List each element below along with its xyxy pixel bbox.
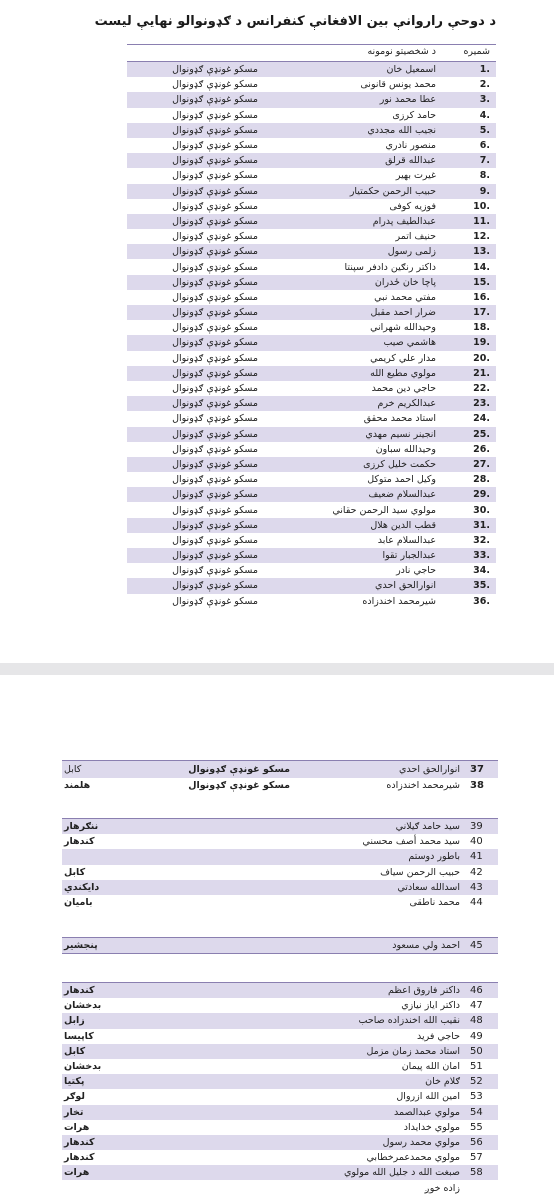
table-row: [62, 761, 498, 778]
table-row: [127, 92, 496, 107]
table-row: [127, 578, 496, 593]
table-row: [62, 1150, 498, 1165]
table-row: [127, 290, 496, 305]
row-number: .12: [473, 231, 490, 243]
row-number: 52: [470, 1076, 483, 1088]
row-number: 43: [470, 881, 483, 893]
participant-name: مولوي مطیع الله: [370, 367, 436, 379]
participant-name: فوزیه کوفی: [389, 200, 436, 212]
table-row: [127, 396, 496, 411]
page-separator: [0, 663, 554, 675]
table-row: [127, 320, 496, 335]
province: کندهار: [64, 985, 95, 997]
table-row: [62, 1074, 498, 1089]
row-number: 38: [470, 780, 484, 792]
province: کابل: [64, 1045, 86, 1057]
participant-name: باطور دوستم: [408, 851, 460, 863]
participant-name: حبیب الرحمن سیاف: [380, 866, 460, 878]
table-row: [127, 594, 496, 609]
participant-name: نجیب الله مجددي: [367, 124, 436, 136]
participant-name: محمد یونس قانونی: [360, 79, 436, 91]
table-row: [62, 1089, 498, 1104]
province: بدخشان: [64, 1000, 102, 1012]
row-number: .1: [479, 64, 490, 76]
participant-name: پاچا خان ځدران: [374, 276, 436, 288]
table-row: [62, 1105, 498, 1120]
province: پکتیا: [64, 1076, 85, 1088]
table-row: [62, 938, 498, 953]
participant-name: عبدالکریم خرم: [377, 398, 436, 410]
province: تخار: [64, 1106, 84, 1118]
participant-role: مسکو غونډې ګډونوال: [172, 367, 258, 379]
participant-role: مسکو غونډې ګډونوال: [172, 504, 258, 516]
province: هلمند: [64, 780, 91, 792]
table-row: [127, 229, 496, 244]
table-row: [127, 381, 496, 396]
participant-name: عبدالطیف پدرام: [372, 215, 436, 227]
row-number: 37: [470, 763, 484, 775]
participant-name: مولوي محمدعمرخطابي: [366, 1152, 460, 1164]
row-number: 40: [470, 836, 483, 848]
header-number: شمیره: [463, 46, 490, 57]
row-number: .23: [473, 398, 490, 410]
row-number: 53: [470, 1091, 483, 1103]
row-number: .14: [473, 261, 490, 273]
table-row: [127, 442, 496, 457]
participant-role: مسکو غونډې ګډونوال: [172, 595, 258, 607]
participant-group: [62, 760, 498, 794]
participant-name: عبدالسلام عابد: [377, 534, 436, 546]
table-row: [62, 865, 498, 880]
row-number: .22: [473, 383, 490, 395]
province: کاپیسا: [64, 1030, 94, 1042]
participant-role: مسکو غونډې ګډونوال: [172, 474, 258, 486]
table-row: [127, 548, 496, 563]
table-row: [62, 819, 498, 834]
table-row: [127, 184, 496, 199]
row-number: .25: [473, 428, 490, 440]
row-number: .17: [473, 307, 490, 319]
participant-group: [62, 818, 498, 910]
row-number: 42: [470, 866, 483, 878]
table-row: [62, 1120, 498, 1135]
participant-role: مسکو غونډې ګډونوال: [172, 565, 258, 577]
table-row: [62, 998, 498, 1013]
row-number: .2: [479, 79, 490, 91]
participant-name: ګلام خان: [425, 1076, 460, 1088]
participant-name: عبدالله قرلق: [385, 155, 436, 167]
participant-role: مسکو غونډې ګډونوال: [172, 352, 258, 364]
table-row: [62, 1029, 498, 1044]
participant-role: مسکو غونډې ګډونوال: [172, 307, 258, 319]
participant-name: عبدالسلام ضعیف: [368, 489, 436, 501]
province: کابل: [64, 763, 82, 775]
province: کابل: [64, 866, 86, 878]
participant-role: مسکو غونډې ګډونوال: [172, 534, 258, 546]
row-number: .4: [479, 109, 490, 121]
province: بدخشان: [64, 1061, 102, 1073]
row-number: .18: [473, 322, 490, 334]
participant-name: ضرار احمد مقبل: [370, 307, 436, 319]
table-row: [127, 351, 496, 366]
row-number: .32: [473, 534, 490, 546]
table-row: [127, 427, 496, 442]
participant-role: مسکو غونډې ګډونوال: [172, 550, 258, 562]
header-role: [128, 45, 266, 61]
province: بامیان: [64, 897, 93, 909]
participant-role: مسکو غونډې ګډونوال: [172, 580, 258, 592]
participant-name: سید حامد ګیلاني: [395, 821, 460, 833]
participant-role: مسکو غونډې ګډونوال: [172, 398, 258, 410]
participant-role: مسکو غونډې ګډونوال: [172, 155, 258, 167]
table-row: [127, 487, 496, 502]
participant-role: مسکو غونډې ګډونوال: [172, 428, 258, 440]
participant-role: مسکو غونډې ګډونوال: [172, 443, 258, 455]
participant-role: مسکو غونډې ګډونوال: [172, 64, 258, 76]
table-row: [62, 834, 498, 849]
row-number: .34: [473, 565, 490, 577]
table-row: [127, 275, 496, 290]
table-row: [62, 880, 498, 895]
participant-role: مسکو غونډې ګډونوال: [172, 140, 258, 152]
row-number: .29: [473, 489, 490, 501]
participant-role: مسکو غونډې ګډونوال: [172, 79, 258, 91]
table-row: [127, 533, 496, 548]
row-number: 58: [470, 1167, 483, 1179]
row-number: .35: [473, 580, 490, 592]
row-number: 45: [470, 940, 483, 952]
participant-role: مسکو غونډې ګډونوال: [172, 170, 258, 182]
row-number: .3: [479, 94, 490, 106]
participant-name: استاد محمد محقق: [363, 413, 436, 425]
header-name: د شخصیتو نومونه: [367, 46, 436, 57]
row-number: .20: [473, 352, 490, 364]
participant-role: مسکو غونډې ګډونوال: [172, 413, 258, 425]
participant-role: مسکو غونډې ګډونوال: [172, 322, 258, 334]
row-number: 56: [470, 1136, 483, 1148]
row-number: .33: [473, 550, 490, 562]
participant-role: مسکو غونډې ګډونوال: [172, 94, 258, 106]
row-number: 49: [470, 1030, 483, 1042]
row-number: 51: [470, 1061, 483, 1073]
participant-role: مسکو غونډې ګډونوال: [172, 215, 258, 227]
participant-name: انجینر نسیم مهدي: [365, 428, 436, 440]
province: ننګرهار: [64, 821, 99, 833]
participant-role: مسکو غونډې ګډونوال: [188, 780, 290, 792]
table-row: [62, 983, 498, 998]
row-number: .5: [479, 124, 490, 136]
table-row: [127, 123, 496, 138]
participant-name: زلمی رسول: [387, 246, 436, 258]
row-number: .6: [479, 140, 490, 152]
province: هرات: [64, 1167, 90, 1179]
province: کندهار: [64, 1152, 95, 1164]
participant-name: داکتر رنګین دادفر سپنتا: [344, 261, 436, 273]
row-number: .10: [473, 200, 490, 212]
table-row: [127, 244, 496, 259]
table-row: [127, 518, 496, 533]
row-number: 47: [470, 1000, 483, 1012]
row-number: .21: [473, 367, 490, 379]
participant-name: انوارالحق احدي: [375, 580, 436, 592]
row-number: .36: [473, 595, 490, 607]
divider: [62, 953, 498, 954]
participant-name: غیرت بهیر: [395, 170, 436, 182]
participant-name: انوارالحق احدي: [399, 763, 460, 775]
row-number: .31: [473, 519, 490, 531]
participant-role: مسکو غونډې ګډونوال: [172, 231, 258, 243]
participant-name: محمد ناطقی: [409, 897, 460, 909]
table-row: [127, 153, 496, 168]
table-row: [127, 472, 496, 487]
document-page-2: [0, 675, 554, 1200]
participant-name: مولوي سید الرحمن حقاني: [332, 504, 436, 516]
row-number: 48: [470, 1015, 483, 1027]
participant-name: حنیف اتمر: [395, 231, 436, 243]
participant-name: حکمت خلیل کرزی: [363, 458, 436, 470]
participant-role: مسکو غونډې ګډونوال: [172, 124, 258, 136]
row-number: 55: [470, 1121, 483, 1133]
participant-name: حاجي نادر: [396, 565, 436, 577]
row-number: .9: [479, 185, 490, 197]
table-row: [62, 1059, 498, 1074]
table-row: [127, 108, 496, 123]
participant-role: مسکو غونډې ګډونوال: [172, 489, 258, 501]
table-row: [127, 259, 496, 274]
row-number: .8: [479, 170, 490, 182]
row-number: .27: [473, 458, 490, 470]
participant-name: هاشمي صیب: [383, 337, 436, 349]
table-row: [127, 77, 496, 92]
participant-name: اسدالله سعادتي: [397, 881, 460, 893]
participant-role: مسکو غونډې ګډونوال: [172, 337, 258, 349]
row-number: 57: [470, 1152, 483, 1164]
participant-name: مولوي محمد رسول: [382, 1136, 460, 1148]
participant-name: حبیب الرحمن حکمتیار: [349, 185, 436, 197]
participant-name: وحیدالله شهراني: [370, 322, 436, 334]
row-number: .11: [473, 215, 490, 227]
participant-name: مولوي عبدالصمد: [393, 1106, 460, 1118]
participant-name: شیرمحمد اخندزاده: [362, 595, 436, 607]
participant-group: [62, 937, 498, 954]
province: دایکندي: [64, 881, 100, 893]
table-row: [62, 1135, 498, 1150]
row-number: .19: [473, 337, 490, 349]
participant-role: مسکو غونډې ګډونوال: [172, 383, 258, 395]
table-row: [62, 1013, 498, 1028]
row-number: .13: [473, 246, 490, 258]
participant-name: حاجي دین محمد: [371, 383, 436, 395]
participant-name: زاده خوږ: [424, 1182, 460, 1194]
participant-name: احمد ولي مسعود: [392, 940, 460, 952]
participant-name: داکتر ایاز نیازي: [401, 1000, 460, 1012]
participant-name: منصور نادري: [385, 140, 436, 152]
row-number: 50: [470, 1045, 483, 1057]
table-row: [127, 335, 496, 350]
row-number: 39: [470, 821, 483, 833]
row-number: .24: [473, 413, 490, 425]
row-number: 54: [470, 1106, 483, 1118]
table-row: [62, 1044, 498, 1059]
participant-role: مسکو غونډې ګډونوال: [172, 200, 258, 212]
table-row: [127, 199, 496, 214]
row-number: .16: [473, 291, 490, 303]
row-number: .7: [479, 155, 490, 167]
province: لوګر: [64, 1091, 85, 1103]
row-number: .28: [473, 474, 490, 486]
table-row: [127, 411, 496, 426]
participant-name: اسمعیل خان: [386, 64, 436, 76]
table-row: [127, 62, 496, 77]
table-row: [127, 457, 496, 472]
table-header: [127, 45, 496, 62]
row-number: 41: [470, 851, 483, 863]
participant-role: مسکو غونډې ګډونوال: [172, 458, 258, 470]
table-row: [62, 895, 498, 910]
participant-name: شیرمحمد اخندزاده: [386, 780, 460, 792]
participants-table: [127, 44, 496, 609]
table-row: [127, 138, 496, 153]
participant-role: مسکو غونډې ګډونوال: [188, 763, 290, 775]
province: هرات: [64, 1121, 90, 1133]
participant-name: نقیب الله اخندزاده صاحب: [358, 1015, 460, 1027]
table-row: [127, 168, 496, 183]
table-row: [62, 778, 498, 795]
page-title: د دوحې راروانې بین الافغانې کنفرانس د ګډونوالو نهایې لیست: [94, 14, 496, 29]
participant-name: امین الله ازروال: [396, 1091, 460, 1103]
participant-name: وحیدالله سباون: [375, 443, 436, 455]
province: زابل: [64, 1015, 85, 1027]
table-row: [127, 502, 496, 517]
table-row: [62, 849, 498, 864]
participant-name: مولوي خدایداد: [403, 1121, 460, 1133]
participant-name: مدار علي کریمي: [370, 352, 436, 364]
participant-name: داکتر فاروق اعظم: [388, 985, 460, 997]
table-row: [127, 563, 496, 578]
participant-group: [62, 982, 498, 1196]
province: پنجشیر: [64, 940, 98, 952]
participant-role: مسکو غونډې ګډونوال: [172, 291, 258, 303]
participant-name: وکیل احمد متوکل: [367, 474, 436, 486]
participant-role: مسکو غونډې ګډونوال: [172, 276, 258, 288]
participant-name: سید محمد أصف محسني: [362, 836, 460, 848]
participant-name: مفتي محمد نبي: [374, 291, 436, 303]
row-number: 46: [470, 985, 483, 997]
province: کندهار: [64, 1136, 95, 1148]
participant-name: صبغت الله د جلیل الله مولوي: [343, 1167, 460, 1179]
row-number: .15: [473, 276, 490, 288]
table-row: [127, 305, 496, 320]
participant-role: مسکو غونډې ګډونوال: [172, 519, 258, 531]
participant-name: امان الله پیمان: [401, 1061, 460, 1073]
participant-name: عبدالجبار تقوا: [382, 550, 436, 562]
participant-role: مسکو غونډې ګډونوال: [172, 246, 258, 258]
participant-name: عطا محمد نور: [379, 94, 436, 106]
participant-name: قطب الدین هلال: [370, 519, 436, 531]
table-row: [62, 1180, 498, 1195]
table-row: [62, 1165, 498, 1180]
participant-name: حامد کرزی: [392, 109, 436, 121]
participant-role: مسکو غونډې ګډونوال: [172, 109, 258, 121]
row-number: .30: [473, 504, 490, 516]
province: کندهار: [64, 836, 95, 848]
table-row: [127, 366, 496, 381]
participant-name: حاجي فرید: [417, 1030, 460, 1042]
participant-name: استاد محمد زمان مزمل: [366, 1045, 460, 1057]
participant-role: مسکو غونډې ګډونوال: [172, 185, 258, 197]
table-row: [127, 214, 496, 229]
row-number: .26: [473, 443, 490, 455]
participant-role: مسکو غونډې ګډونوال: [172, 261, 258, 273]
row-number: 44: [470, 897, 483, 909]
